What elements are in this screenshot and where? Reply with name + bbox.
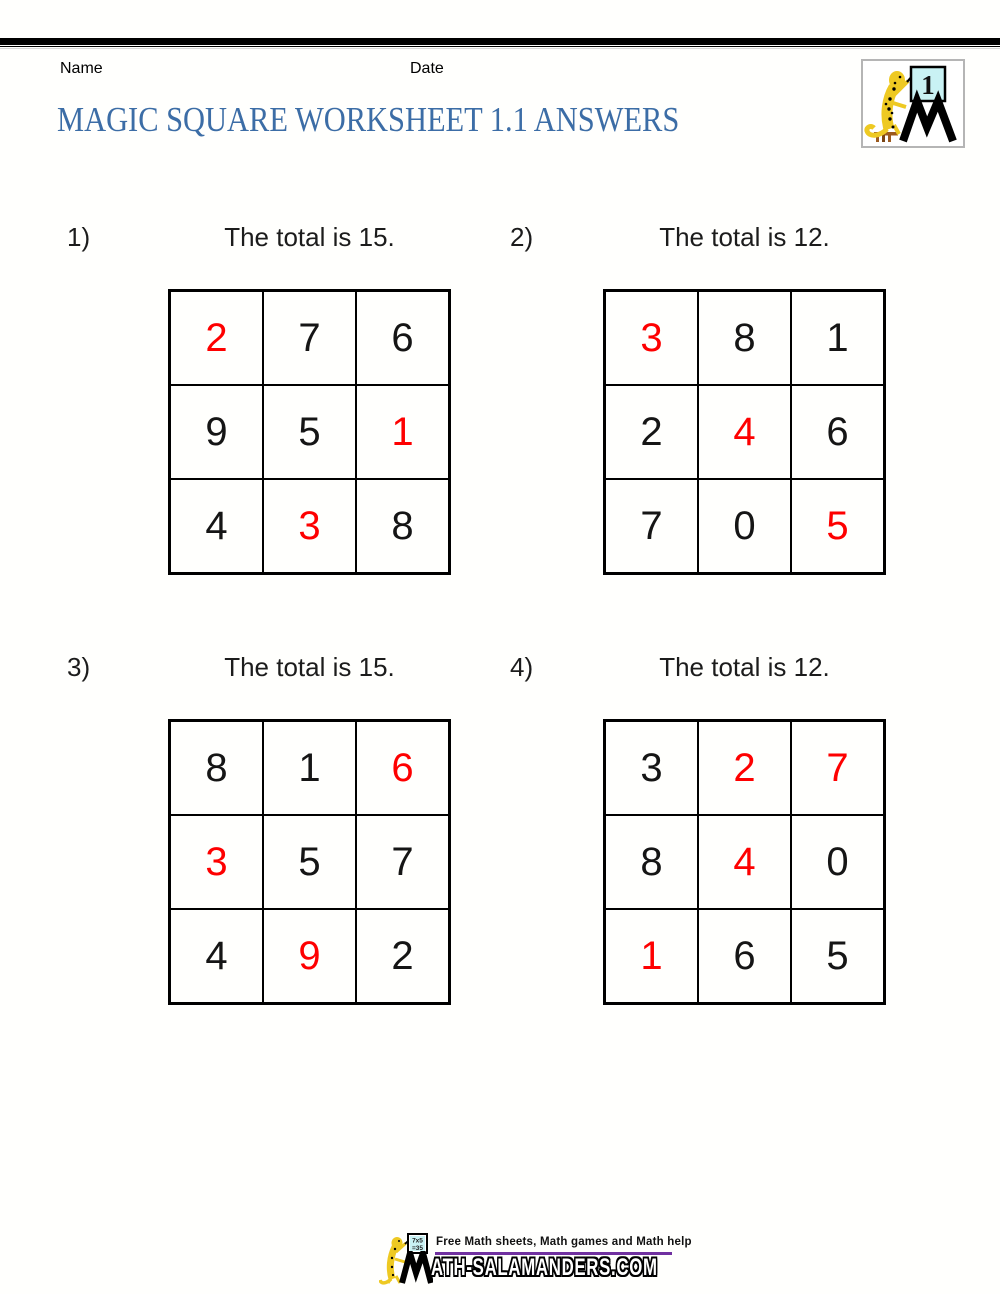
grid-cell: 5: [263, 815, 356, 909]
name-label: Name: [60, 60, 103, 77]
magic-square-grid: [168, 289, 451, 575]
top-rule-thin: [0, 46, 1000, 47]
math-salamanders-logo: [861, 59, 965, 148]
grid-cell: 6: [356, 291, 449, 385]
problem-number: 2): [510, 222, 534, 252]
problem-block: [510, 652, 894, 1008]
problem-block: [510, 222, 894, 578]
problem-number: 1): [67, 222, 91, 252]
problem-block: [67, 652, 451, 1008]
grid-cell: 6: [791, 385, 884, 479]
grid-cell-answer: 5: [791, 479, 884, 573]
problem-total-text: The total is 12.: [659, 222, 830, 252]
grid-cell-answer: 3: [170, 815, 263, 909]
brand-m-icon: [399, 1251, 433, 1284]
grid-cell: 7: [356, 815, 449, 909]
grid-cell-answer: 4: [698, 815, 791, 909]
salamander-mascot-icon: [863, 61, 963, 146]
grid-cell-answer: 9: [263, 909, 356, 1003]
logo-m-icon: [903, 101, 953, 141]
grid-cell: 2: [356, 909, 449, 1003]
grid-cell: 6: [698, 909, 791, 1003]
grid-cell: 8: [605, 815, 698, 909]
grid-cell-answer: 3: [605, 291, 698, 385]
grid-cell: 7: [263, 291, 356, 385]
grid-cell: 1: [263, 721, 356, 815]
magic-square-grid: [603, 719, 886, 1005]
footer-tagline: Free Math sheets, Math games and Math help: [436, 1236, 692, 1248]
problem-total-text: The total is 12.: [659, 652, 830, 682]
problem-block: [67, 222, 451, 578]
grid-cell: 1: [791, 291, 884, 385]
top-rule-thick: [0, 38, 1000, 45]
top-rule-faint: [0, 48, 1000, 49]
logo-number: 1: [921, 70, 935, 100]
grid-cell: 9: [170, 385, 263, 479]
grid-cell-answer: 3: [263, 479, 356, 573]
grid-cell-answer: 6: [356, 721, 449, 815]
grid-cell: 4: [170, 479, 263, 573]
page-title: MAGIC SQUARE WORKSHEET 1.1 ANSWERS: [57, 100, 680, 139]
grid-cell-answer: 2: [698, 721, 791, 815]
problem-number: 4): [510, 652, 534, 682]
footer-brand-text: ATH-SALAMANDERS.COM: [431, 1254, 658, 1281]
grid-cell-answer: 4: [698, 385, 791, 479]
magic-square-grid: [603, 289, 886, 575]
date-label: Date: [410, 60, 444, 77]
grid-cell: 8: [698, 291, 791, 385]
problem-number: 3): [67, 652, 91, 682]
mini-sign-line2: =35: [411, 1245, 424, 1252]
grid-cell: 2: [605, 385, 698, 479]
magic-square-grid: [168, 719, 451, 1005]
grid-cell: 0: [698, 479, 791, 573]
grid-cell: 8: [170, 721, 263, 815]
grid-cell-answer: 7: [791, 721, 884, 815]
grid-cell-answer: 1: [605, 909, 698, 1003]
mini-sign-line1: 7x5: [412, 1237, 423, 1245]
grid-cell: 0: [791, 815, 884, 909]
grid-cell: 3: [605, 721, 698, 815]
grid-cell: 5: [263, 385, 356, 479]
grid-cell: 7: [605, 479, 698, 573]
grid-cell-answer: 1: [356, 385, 449, 479]
grid-cell: 4: [170, 909, 263, 1003]
problem-total-text: The total is 15.: [224, 222, 395, 252]
grid-cell-answer: 2: [170, 291, 263, 385]
grid-cell: 5: [791, 909, 884, 1003]
problem-total-text: The total is 15.: [224, 652, 395, 682]
grid-cell: 8: [356, 479, 449, 573]
